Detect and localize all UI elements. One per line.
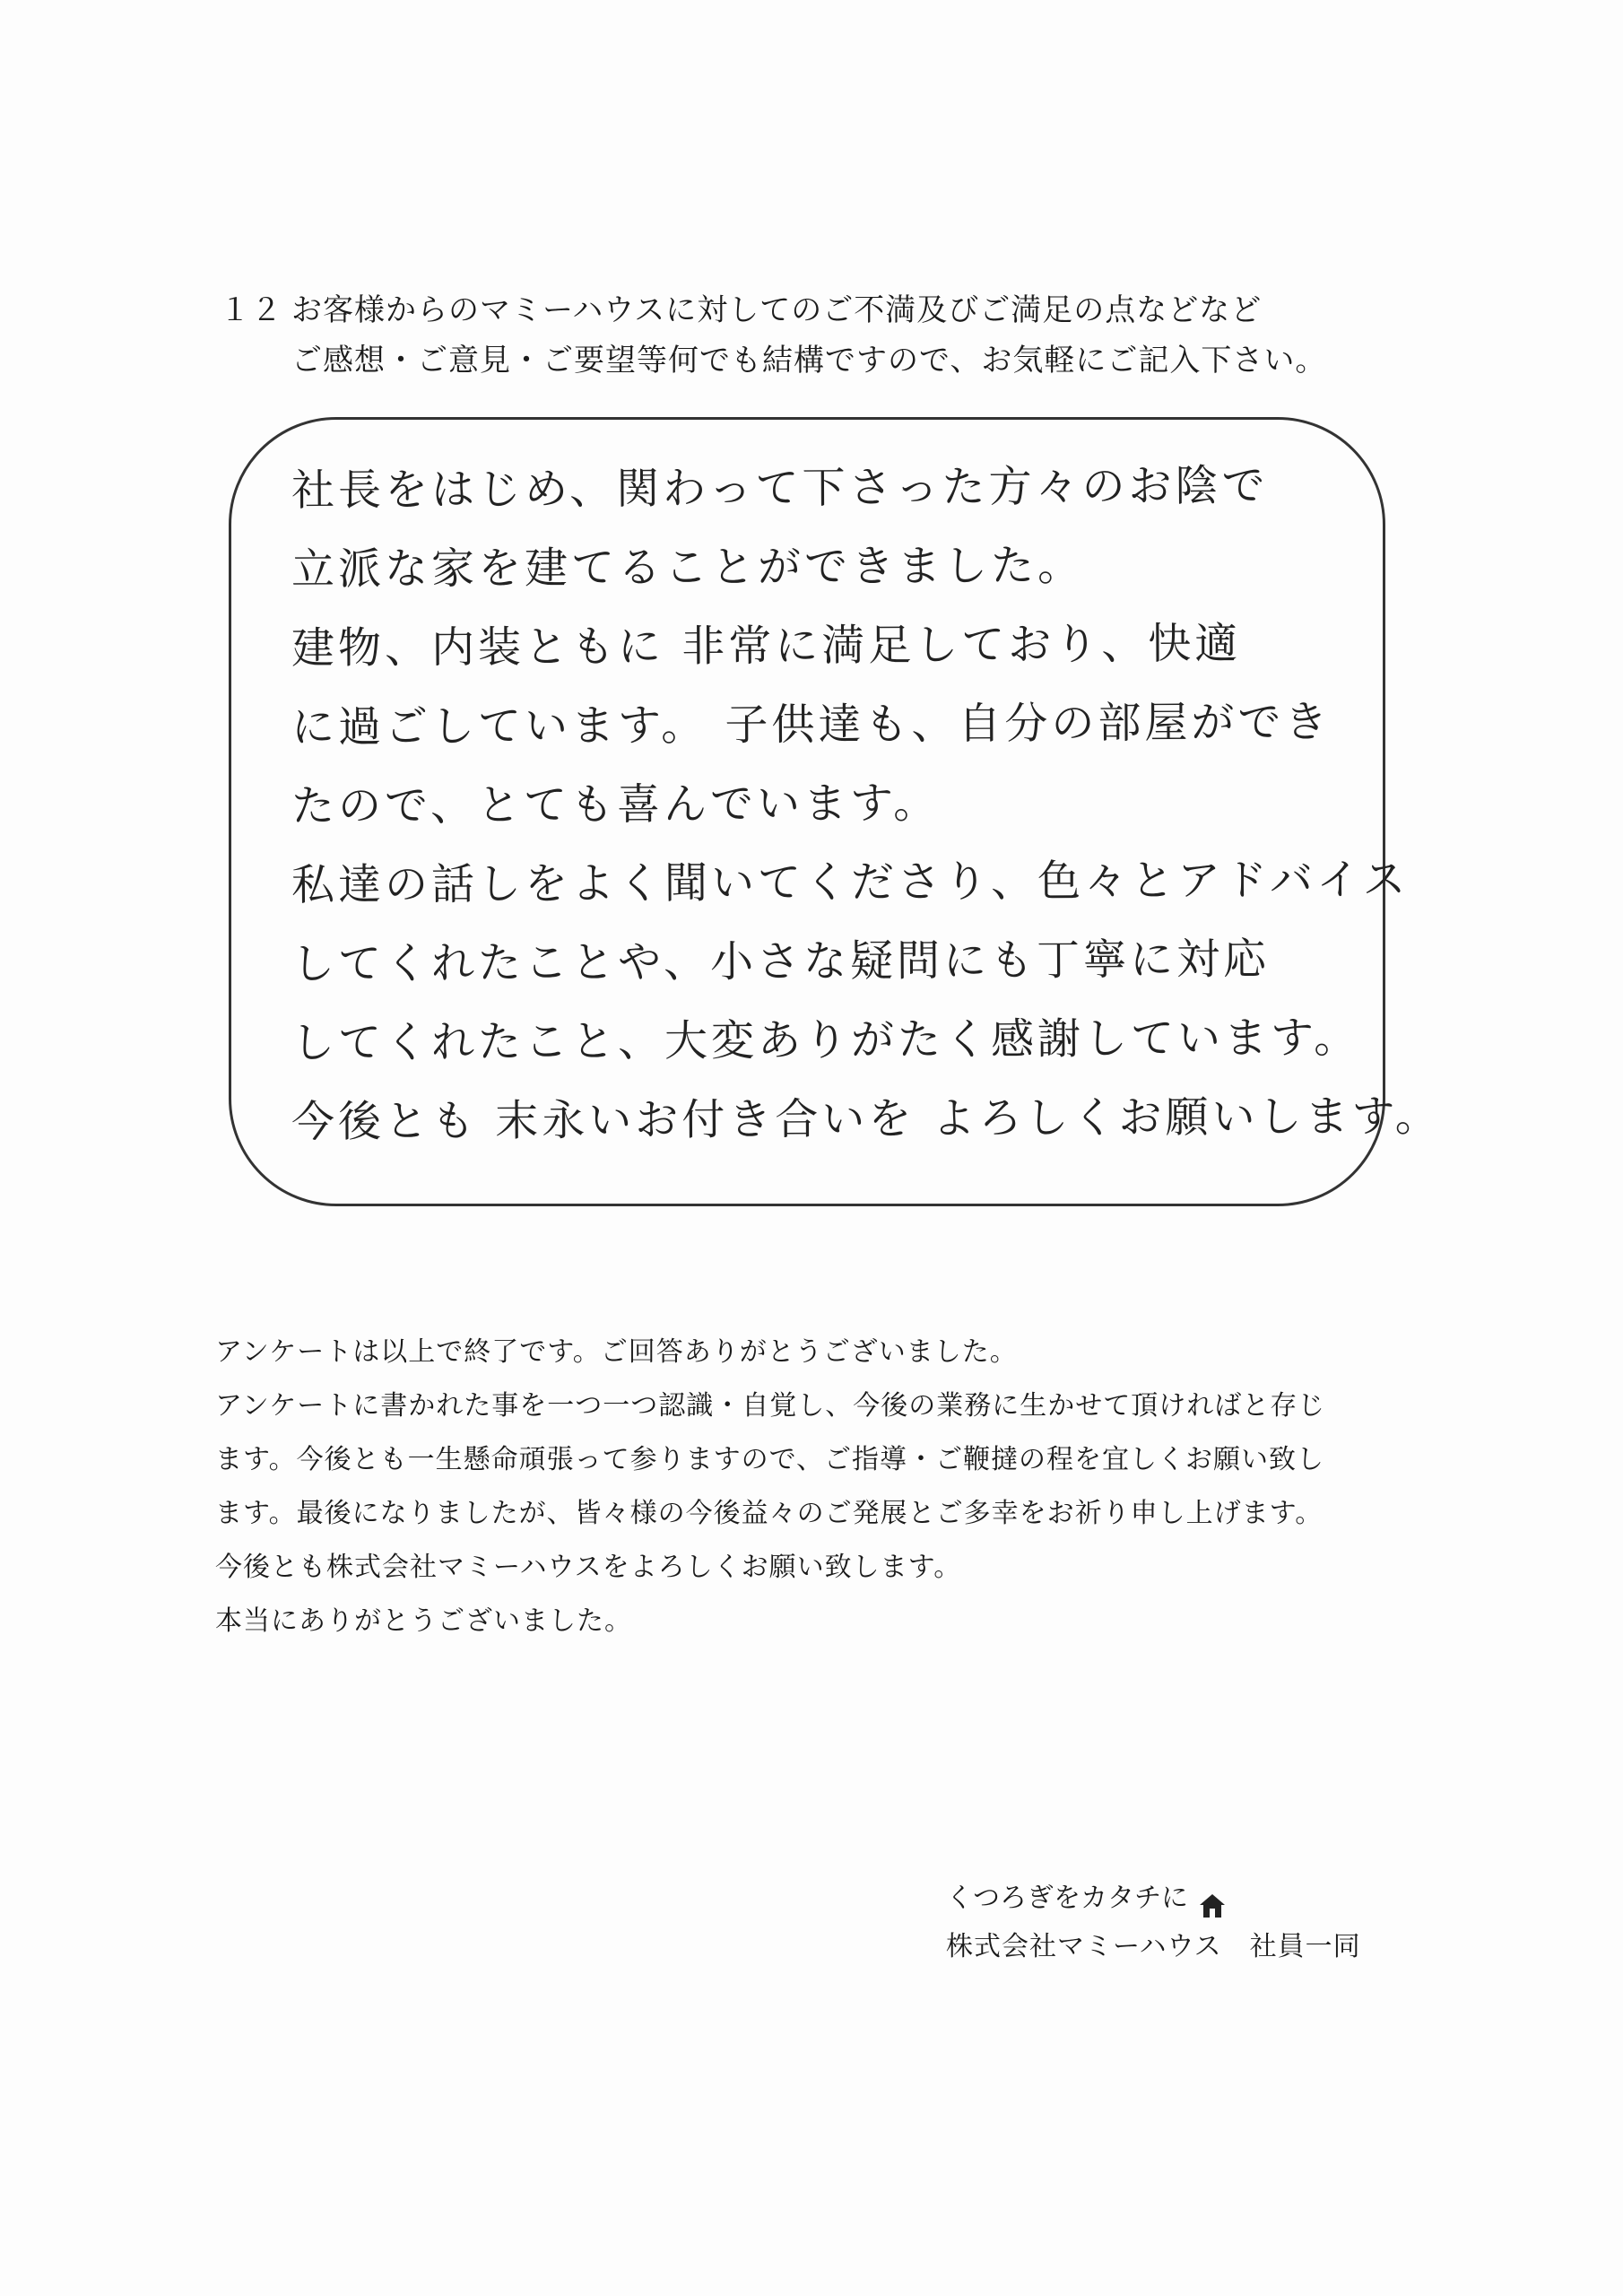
question-number: １２: [220, 292, 282, 328]
answer-line: に過ごしています。 子供達も、自分の部屋ができ: [291, 697, 1332, 753]
closing-line: アンケートは以上で終了です。ご回答ありがとうございました。: [215, 1336, 1018, 1368]
question-line-1: [220, 285, 1403, 335]
question-12: [220, 285, 1403, 386]
handwritten-answer: [291, 448, 1442, 1159]
answer-line: 今後とも 末永いお付き合いを よろしくお願いします。: [291, 1091, 1442, 1148]
question-line-2: ご感想・ご意見・ご要望等何でも結構ですので、お気軽にご記入下さい。: [291, 343, 1327, 378]
answer-line: 社長をはじめ、関わって下さった方々のお陰で: [291, 460, 1269, 517]
tagline: [946, 1874, 1394, 1923]
closing-line: ます。今後とも一生懸命頑張って参りますので、ご指導・ご鞭撻の程を宜しくお願い致し: [215, 1444, 1324, 1475]
tagline-text: くつろぎをカタチに: [946, 1883, 1188, 1914]
closing-line: 今後とも株式会社マミーハウスをよろしくお願い致します。: [215, 1552, 962, 1583]
answer-line: 建物、内装ともに 非常に満足しており、快適: [291, 618, 1242, 674]
closing-line: アンケートに書かれた事を一つ一つ認識・自覚し、今後の業務に生かせて頂ければと存じ: [215, 1390, 1326, 1422]
answer-line: たので、とても喜んでいます。: [291, 778, 941, 832]
closing-line: ます。最後になりましたが、皆々様の今後益々のご発展とご多幸をお祈り申し上げます。: [215, 1498, 1324, 1529]
closing-line: 本当にありがとうございました。: [215, 1605, 632, 1637]
answer-line: 立派な家を建てることができました。: [291, 540, 1085, 596]
answer-line: 私達の話しをよく聞いてくださり、色々とアドバイス: [291, 854, 1410, 911]
house-icon: [1199, 1886, 1226, 1911]
question-text-1: お客様からのマミーハウスに対してのご不満及びご満足の点などなど: [291, 292, 1263, 328]
company-signature: 株式会社マミーハウス 社員一同: [946, 1931, 1361, 1962]
answer-line: してくれたこと、大変ありがたく感謝しています。: [291, 1012, 1361, 1069]
answer-line: してくれたことや、小さな疑問にも丁寧に対応: [291, 934, 1271, 990]
signature-block: [946, 1874, 1394, 1971]
closing-message: [215, 1326, 1408, 1648]
